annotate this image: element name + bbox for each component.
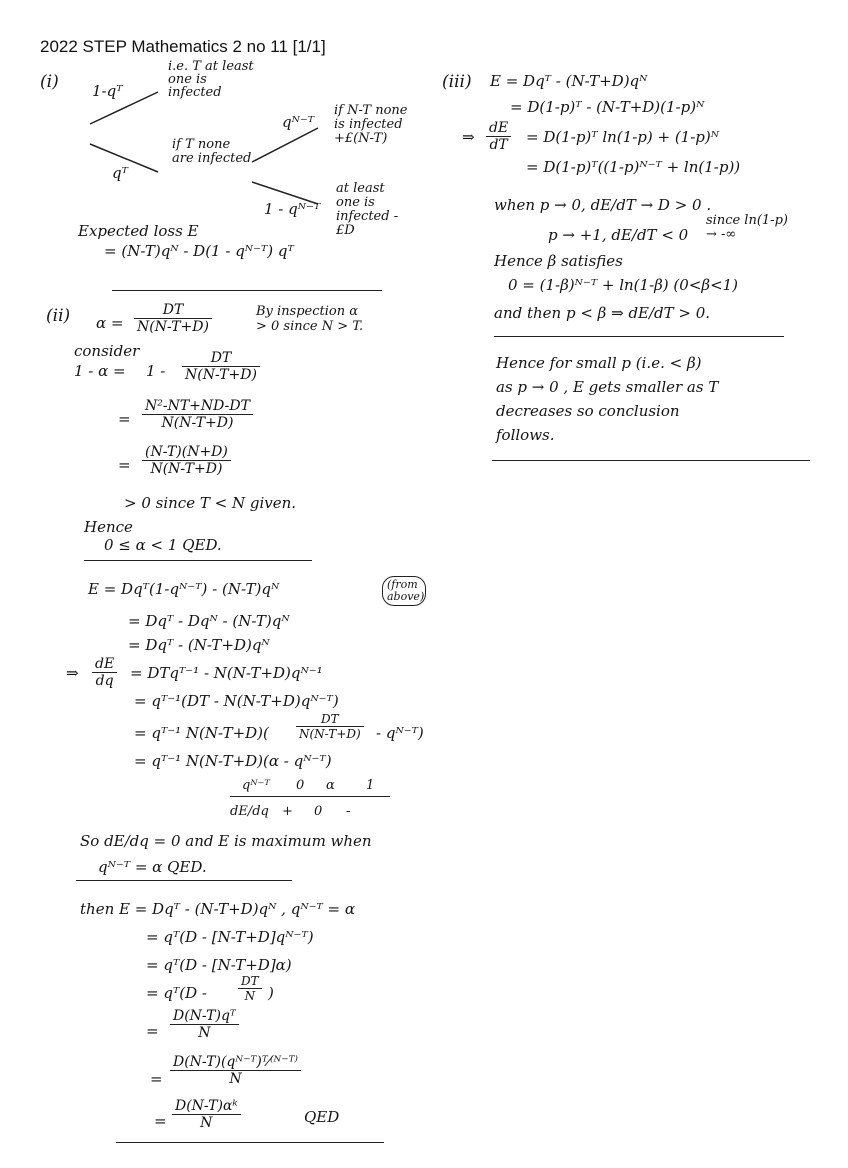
fraction-2-num: N²-NT+ND-DT [142,398,253,415]
qed-final: QED [304,1108,340,1126]
iii-line-1: E = Dqᵀ - (N-T+D)qᴺ [490,72,648,90]
t6-den: N [200,1115,213,1131]
d-line-2: = qᵀ⁻¹(DT - N(N-T+D)qᴺ⁻ᵀ) [134,692,339,710]
branch-top-prob: 1-qᵀ [92,82,123,100]
sign-table-row-2: 0 [314,804,323,819]
d-line-4: = qᵀ⁻¹ N(N-T+D)(α - qᴺ⁻ᵀ) [134,752,332,770]
positivity-note: > 0 since T < N given. [124,494,297,512]
t-line-2: = qᵀ(D - [N-T+D]α) [146,956,292,974]
equals-3: = [118,456,131,474]
t3-num: DT [238,974,262,989]
dEdq-fraction [92,656,117,689]
dEdT-num: dE [486,120,511,137]
expected-loss-label: Expected loss E [78,222,199,240]
note-1nt: at least one is infected -£D [336,181,399,238]
note-top: i.e. T at least one is infected [168,59,254,100]
iii-line-6: p → +1, dE/dT < 0 [548,226,689,244]
conclusion-2: as p → 0 , E gets smaller as T [496,378,719,396]
alpha-lhs: α = [96,314,124,332]
fraction-1 [182,350,260,383]
dEdT-fraction [486,120,511,153]
sign-table-row-0: dE/dq [230,804,269,819]
branch-bottom-prob: qᵀ [112,164,128,182]
t-line-3-post: ) [268,984,274,1002]
alpha-range: 0 ≤ α < 1 QED. [104,536,222,554]
t3-fraction [238,974,262,1003]
equals-2: = [118,410,131,428]
d3-den: N(N-T+D) [299,727,361,741]
divider [112,290,382,291]
fraction-3-num: (N-T)(N+D) [142,444,231,461]
iii-line-2: = D(1-p)ᵀ - (N-T+D)(1-p)ᴺ [510,98,705,116]
divider [76,880,292,881]
from-above-note: (from above) [382,576,426,606]
t4-den: N [198,1025,211,1041]
d-line-1: = DTqᵀ⁻¹ - N(N-T+D)qᴺ⁻¹ [130,664,323,682]
conclusion-1: Hence for small p (i.e. < β) [496,354,702,372]
t6-num: D(N-T)αᵏ [172,1098,241,1115]
part-2-label: (ii) [46,306,71,326]
fraction-2 [142,398,253,431]
fraction-1-den: N(N-T+D) [185,367,257,383]
inspection-note: By inspection α > 0 since N > T. [256,304,364,334]
iii-implies: ⇒ [462,128,475,146]
alpha-fraction [134,302,212,335]
d3-num: DT [296,712,364,727]
part-1-label: (i) [40,72,59,92]
alpha-condition: qᴺ⁻ᵀ = α QED. [98,858,207,876]
divider [492,460,810,461]
iii-line-5: when p → 0, dE/dT → D > 0 . [494,196,712,214]
then-line: then E = Dqᵀ - (N-T+D)qᴺ , qᴺ⁻ᵀ = α [80,900,356,918]
equals-t5: = [150,1070,163,1088]
alpha-num: DT [134,302,212,319]
equals-t4: = [146,1022,159,1040]
t5-num: D(N-T)(qᴺ⁻ᵀ)ᵀ⁄⁽ᴺ⁻ᵀ⁾ [170,1054,301,1071]
e-line-3: = Dqᵀ - (N-T+D)qᴺ [128,636,270,654]
one-minus-rhs: 1 - [146,362,166,380]
branch-1nt-prob: 1 - qᴺ⁻ᵀ [264,200,321,218]
iii-line-9: and then p < β ⇒ dE/dT > 0. [494,304,711,322]
fraction-1-num: DT [182,350,260,367]
sign-table-head-2: α [326,778,335,793]
d3-fraction [296,712,364,741]
conclusion-3: decreases so conclusion [496,402,680,420]
d-line-3-pre: = qᵀ⁻¹ N(N-T+D)( [134,724,269,742]
fraction-3 [142,444,231,477]
e-line-2: = Dqᵀ - Dqᴺ - (N-T)qᴺ [128,612,290,630]
dEdq-num: dE [92,656,117,673]
e-line-1: E = Dqᵀ(1-qᴺ⁻ᵀ) - (N-T)qᴺ [88,580,280,598]
sign-table-row-3: - [346,804,351,819]
max-condition: So dE/dq = 0 and E is maximum when [80,832,372,850]
sign-table-rule [230,796,390,797]
sign-table-head-1: 0 [296,778,305,793]
dEdq-den: dq [95,673,114,689]
equals-t6: = [154,1112,167,1130]
t5-fraction [170,1054,301,1087]
t3-den: N [244,989,256,1003]
iii-line-8: 0 = (1-β)ᴺ⁻ᵀ + ln(1-β) (0<β<1) [508,276,739,294]
expected-loss-formula: = (N-T)qᴺ - D(1 - qᴺ⁻ᵀ) qᵀ [104,242,294,260]
branch-nt-prob: qᴺ⁻ᵀ [282,113,315,131]
t5-den: N [229,1071,242,1087]
conclusion-4: follows. [496,426,555,444]
sign-table-row-1: + [282,804,293,819]
t-line-3-pre: = qᵀ(D - [146,984,207,1002]
hence-label: Hence [84,518,133,536]
note-mid: if T none are infected [172,137,252,166]
d-line-3-post: - qᴺ⁻ᵀ) [376,724,424,742]
t4-fraction [170,1008,239,1041]
sign-table-head-3: 1 [366,778,375,793]
iii-line-3: = D(1-p)ᵀ ln(1-p) + (1-p)ᴺ [526,128,720,146]
fraction-3-den: N(N-T+D) [150,461,223,477]
consider-label: consider [74,342,140,360]
sign-table-head-0: qᴺ⁻ᵀ [242,778,270,793]
one-minus-alpha: 1 - α = [74,362,126,380]
t4-num: D(N-T)qᵀ [170,1008,239,1025]
alpha-den: N(N-T+D) [137,319,209,335]
iii-line-4: = D(1-p)ᵀ((1-p)ᴺ⁻ᵀ + ln(1-p)) [526,158,741,176]
iii-line-7: Hence β satisfies [494,252,623,270]
divider [494,336,784,337]
divider [84,560,312,561]
iii-since-note: since ln(1-p) → -∞ [706,213,788,242]
t6-fraction [172,1098,241,1131]
divider [116,1142,384,1143]
page-title: 2022 STEP Mathematics 2 no 11 [1/1] [40,37,326,56]
note-nt: if N-T none is infected +£(N-T) [334,103,408,146]
implies-arrow: ⇒ [66,664,79,682]
dEdT-den: dT [489,137,508,153]
part-3-label: (iii) [442,72,472,92]
fraction-2-den: N(N-T+D) [161,415,234,431]
t-line-1: = qᵀ(D - [N-T+D]qᴺ⁻ᵀ) [146,928,314,946]
